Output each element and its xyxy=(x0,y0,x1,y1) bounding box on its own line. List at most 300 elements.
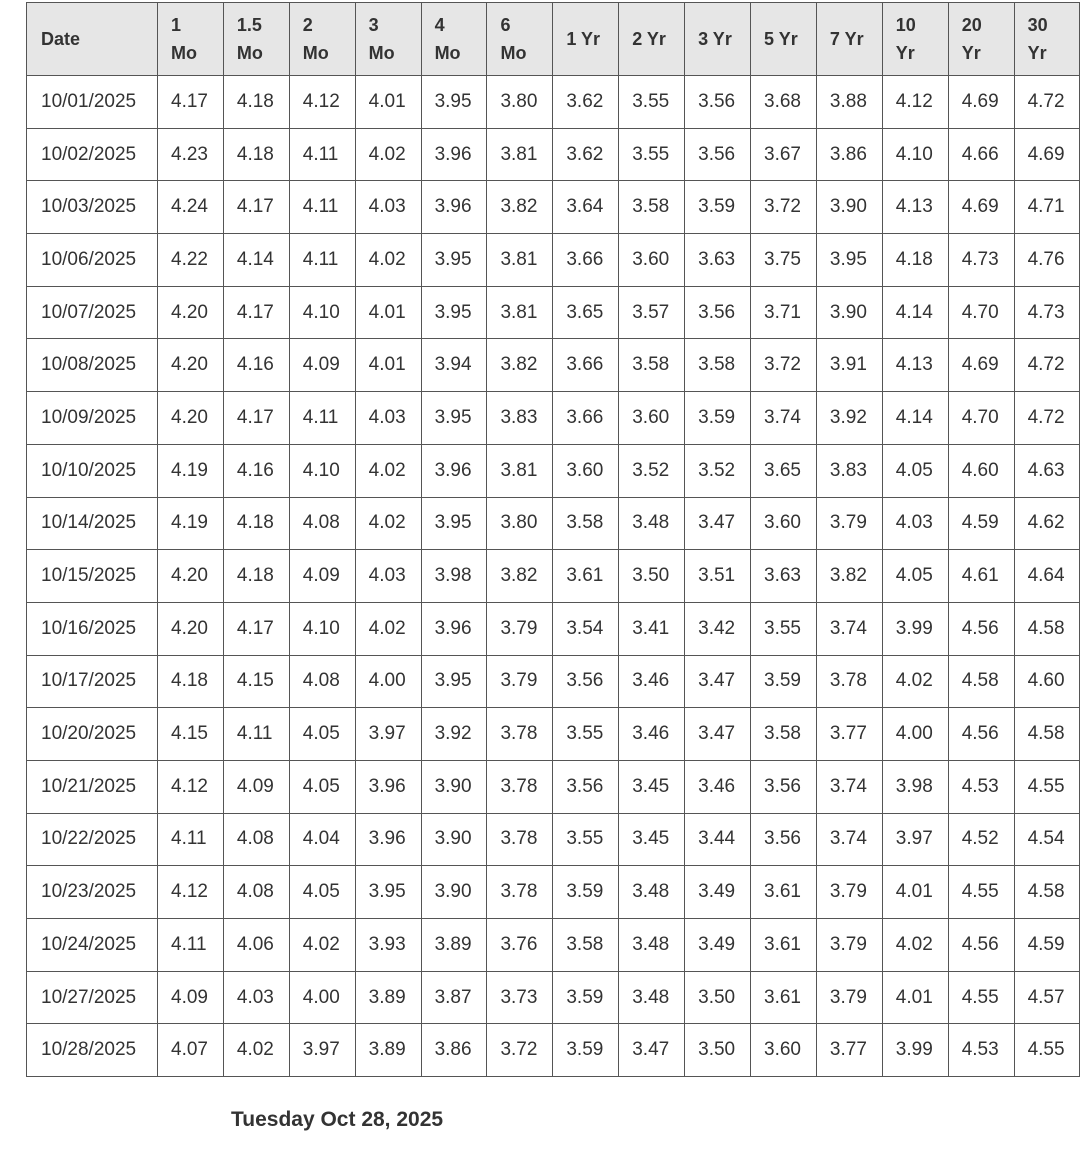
rate-cell: 3.54 xyxy=(553,602,619,655)
rate-cell: 3.65 xyxy=(553,286,619,339)
rate-cell: 3.82 xyxy=(816,550,882,603)
rate-cell: 4.00 xyxy=(355,655,421,708)
header-line-term: 1 xyxy=(171,15,182,35)
header-line-term: 10 xyxy=(895,15,916,35)
rate-cell: 4.20 xyxy=(158,550,224,603)
rate-cell: 3.96 xyxy=(421,181,487,234)
rate-cell: 3.81 xyxy=(487,234,553,287)
rate-cell: 4.56 xyxy=(948,708,1014,761)
rate-cell: 3.95 xyxy=(421,286,487,339)
rate-cell: 4.57 xyxy=(1014,971,1080,1024)
rate-cell: 4.11 xyxy=(289,234,355,287)
rate-cell: 3.71 xyxy=(751,286,817,339)
rate-cell: 4.55 xyxy=(1014,1024,1080,1077)
header-line-unit: Yr xyxy=(961,43,981,63)
rate-cell: 3.58 xyxy=(751,708,817,761)
rate-cell: 3.90 xyxy=(421,760,487,813)
date-cell: 10/24/2025 xyxy=(27,919,158,972)
date-cell: 10/23/2025 xyxy=(27,866,158,919)
rate-cell: 3.79 xyxy=(816,866,882,919)
rate-cell: 3.49 xyxy=(685,919,751,972)
rate-cell: 3.91 xyxy=(816,339,882,392)
header-line-term: 20 xyxy=(961,15,982,35)
rate-cell: 3.56 xyxy=(751,760,817,813)
rate-cell: 3.96 xyxy=(421,444,487,497)
rate-cell: 3.46 xyxy=(685,760,751,813)
rate-cell: 3.90 xyxy=(421,866,487,919)
rate-cell: 3.48 xyxy=(619,971,685,1024)
rate-cell: 3.98 xyxy=(421,550,487,603)
rate-cell: 3.42 xyxy=(685,602,751,655)
rate-cell: 4.70 xyxy=(948,286,1014,339)
rate-cell: 4.07 xyxy=(158,1024,224,1077)
rate-cell: 4.11 xyxy=(158,919,224,972)
rate-cell: 4.72 xyxy=(1014,339,1080,392)
rate-cell: 4.05 xyxy=(882,550,948,603)
rate-cell: 3.74 xyxy=(816,813,882,866)
column-header-maturity xyxy=(158,3,224,76)
table-row xyxy=(27,813,1080,866)
treasury-rates-table xyxy=(26,2,1080,1077)
rate-cell: 3.50 xyxy=(685,971,751,1024)
rate-cell: 4.56 xyxy=(948,602,1014,655)
rate-cell: 4.05 xyxy=(289,866,355,919)
rate-cell: 3.95 xyxy=(421,392,487,445)
rate-cell: 4.66 xyxy=(948,128,1014,181)
table-row xyxy=(27,234,1080,287)
rate-cell: 4.09 xyxy=(158,971,224,1024)
table-row xyxy=(27,286,1080,339)
rate-cell: 3.95 xyxy=(816,234,882,287)
rate-cell: 3.78 xyxy=(816,655,882,708)
header-line-term: 30 xyxy=(1027,15,1048,35)
column-header-maturity xyxy=(948,3,1014,76)
table-row xyxy=(27,708,1080,761)
column-header-maturity: 5 Yr xyxy=(751,3,817,76)
rate-cell: 3.45 xyxy=(619,813,685,866)
table-row xyxy=(27,919,1080,972)
rate-cell: 4.55 xyxy=(1014,760,1080,813)
header-line-term: 3 xyxy=(368,15,379,35)
date-cell: 10/14/2025 xyxy=(27,497,158,550)
rate-cell: 4.53 xyxy=(948,1024,1014,1077)
rate-cell: 3.90 xyxy=(816,286,882,339)
rate-cell: 4.19 xyxy=(158,497,224,550)
rate-cell: 4.18 xyxy=(223,497,289,550)
rate-cell: 3.78 xyxy=(487,813,553,866)
rate-cell: 3.95 xyxy=(421,497,487,550)
rate-cell: 4.08 xyxy=(289,655,355,708)
rate-cell: 3.41 xyxy=(619,602,685,655)
rate-cell: 4.02 xyxy=(289,919,355,972)
rate-cell: 4.10 xyxy=(289,286,355,339)
rate-cell: 4.01 xyxy=(355,76,421,129)
rate-cell: 3.60 xyxy=(619,234,685,287)
date-cell: 10/03/2025 xyxy=(27,181,158,234)
rate-cell: 3.47 xyxy=(685,497,751,550)
rate-cell: 3.92 xyxy=(816,392,882,445)
rate-cell: 4.73 xyxy=(948,234,1014,287)
rate-cell: 3.65 xyxy=(751,444,817,497)
rate-cell: 4.18 xyxy=(882,234,948,287)
rate-cell: 4.03 xyxy=(355,392,421,445)
rate-cell: 4.10 xyxy=(882,128,948,181)
rate-cell: 3.61 xyxy=(751,866,817,919)
rate-cell: 4.18 xyxy=(223,550,289,603)
rate-cell: 3.63 xyxy=(751,550,817,603)
rate-cell: 3.56 xyxy=(553,655,619,708)
rate-cell: 3.59 xyxy=(553,866,619,919)
rate-cell: 3.60 xyxy=(751,1024,817,1077)
rate-cell: 4.59 xyxy=(1014,919,1080,972)
column-header-maturity: 2 Yr xyxy=(619,3,685,76)
rate-cell: 3.77 xyxy=(816,1024,882,1077)
date-cell: 10/08/2025 xyxy=(27,339,158,392)
rate-cell: 3.97 xyxy=(355,708,421,761)
column-header-maturity xyxy=(1014,3,1080,76)
rate-cell: 3.49 xyxy=(685,866,751,919)
rate-cell: 3.52 xyxy=(619,444,685,497)
rate-cell: 4.69 xyxy=(948,76,1014,129)
rate-cell: 3.60 xyxy=(751,497,817,550)
rate-cell: 4.17 xyxy=(223,181,289,234)
rate-cell: 4.02 xyxy=(355,497,421,550)
rate-cell: 3.82 xyxy=(487,550,553,603)
rate-cell: 3.52 xyxy=(685,444,751,497)
table-row xyxy=(27,971,1080,1024)
rate-cell: 4.72 xyxy=(1014,392,1080,445)
rate-cell: 4.69 xyxy=(948,181,1014,234)
rate-cell: 3.58 xyxy=(685,339,751,392)
rate-cell: 3.57 xyxy=(619,286,685,339)
column-header-maturity xyxy=(355,3,421,76)
rate-cell: 3.86 xyxy=(816,128,882,181)
rate-cell: 3.61 xyxy=(553,550,619,603)
rate-cell: 3.77 xyxy=(816,708,882,761)
rate-cell: 3.66 xyxy=(553,392,619,445)
rate-cell: 4.54 xyxy=(1014,813,1080,866)
rate-cell: 4.03 xyxy=(355,181,421,234)
rate-cell: 3.82 xyxy=(487,181,553,234)
rate-cell: 3.92 xyxy=(421,708,487,761)
date-cell: 10/28/2025 xyxy=(27,1024,158,1077)
rate-cell: 3.78 xyxy=(487,760,553,813)
header-line-unit: Mo xyxy=(368,43,395,63)
rate-cell: 3.55 xyxy=(553,813,619,866)
rate-cell: 3.72 xyxy=(487,1024,553,1077)
rate-cell: 4.02 xyxy=(882,655,948,708)
rate-cell: 4.04 xyxy=(289,813,355,866)
rate-cell: 3.58 xyxy=(553,919,619,972)
rate-cell: 4.02 xyxy=(223,1024,289,1077)
rate-cell: 3.94 xyxy=(421,339,487,392)
table-row xyxy=(27,444,1080,497)
rate-cell: 4.11 xyxy=(289,392,355,445)
table-row xyxy=(27,76,1080,129)
rate-cell: 3.48 xyxy=(619,497,685,550)
footer-date-label: Tuesday Oct 28, 2025 xyxy=(231,1108,444,1131)
rate-cell: 3.95 xyxy=(421,234,487,287)
rate-cell: 3.86 xyxy=(421,1024,487,1077)
date-cell: 10/22/2025 xyxy=(27,813,158,866)
header-line-unit: Yr xyxy=(895,43,915,63)
rate-cell: 4.14 xyxy=(882,392,948,445)
rate-cell: 4.73 xyxy=(1014,286,1080,339)
rate-cell: 4.69 xyxy=(1014,128,1080,181)
column-header-maturity xyxy=(882,3,948,76)
rate-cell: 4.02 xyxy=(355,602,421,655)
header-line-term: 2 xyxy=(302,15,313,35)
rate-cell: 4.05 xyxy=(289,760,355,813)
rate-cell: 3.63 xyxy=(685,234,751,287)
header-line-term: 1.5 xyxy=(236,15,262,35)
rate-cell: 4.58 xyxy=(948,655,1014,708)
rate-cell: 4.18 xyxy=(158,655,224,708)
rate-cell: 3.79 xyxy=(816,971,882,1024)
rate-cell: 4.13 xyxy=(882,181,948,234)
rate-cell: 3.51 xyxy=(685,550,751,603)
rate-cell: 4.17 xyxy=(223,392,289,445)
rate-cell: 3.48 xyxy=(619,919,685,972)
rate-cell: 3.99 xyxy=(882,602,948,655)
rate-cell: 3.68 xyxy=(751,76,817,129)
rate-cell: 4.12 xyxy=(158,866,224,919)
rate-cell: 3.55 xyxy=(751,602,817,655)
table-row xyxy=(27,760,1080,813)
date-cell: 10/21/2025 xyxy=(27,760,158,813)
rate-cell: 4.00 xyxy=(882,708,948,761)
rate-cell: 3.93 xyxy=(355,919,421,972)
rate-cell: 4.06 xyxy=(223,919,289,972)
rate-cell: 3.89 xyxy=(421,919,487,972)
rate-cell: 4.58 xyxy=(1014,708,1080,761)
rate-cell: 4.08 xyxy=(289,497,355,550)
rate-cell: 4.62 xyxy=(1014,497,1080,550)
rate-cell: 3.73 xyxy=(487,971,553,1024)
rate-cell: 4.17 xyxy=(223,602,289,655)
rate-cell: 4.00 xyxy=(289,971,355,1024)
rate-cell: 3.60 xyxy=(553,444,619,497)
rate-cell: 4.16 xyxy=(223,339,289,392)
table-row xyxy=(27,392,1080,445)
rate-cell: 4.70 xyxy=(948,392,1014,445)
rate-cell: 4.10 xyxy=(289,444,355,497)
rate-cell: 3.59 xyxy=(553,1024,619,1077)
rate-cell: 4.22 xyxy=(158,234,224,287)
header-line-unit: Mo xyxy=(302,43,329,63)
rate-cell: 3.67 xyxy=(751,128,817,181)
rate-cell: 3.79 xyxy=(487,602,553,655)
rate-cell: 3.64 xyxy=(553,181,619,234)
rate-cell: 3.61 xyxy=(751,971,817,1024)
rate-cell: 4.12 xyxy=(882,76,948,129)
rate-cell: 4.58 xyxy=(1014,602,1080,655)
rate-cell: 3.56 xyxy=(685,286,751,339)
date-cell: 10/17/2025 xyxy=(27,655,158,708)
rate-cell: 3.96 xyxy=(355,760,421,813)
date-cell: 10/20/2025 xyxy=(27,708,158,761)
rate-cell: 4.59 xyxy=(948,497,1014,550)
date-cell: 10/09/2025 xyxy=(27,392,158,445)
rate-cell: 4.12 xyxy=(289,76,355,129)
rate-cell: 4.72 xyxy=(1014,76,1080,129)
rate-cell: 3.60 xyxy=(619,392,685,445)
rate-cell: 4.09 xyxy=(289,550,355,603)
date-cell: 10/01/2025 xyxy=(27,76,158,129)
rate-cell: 4.20 xyxy=(158,392,224,445)
rate-cell: 4.03 xyxy=(223,971,289,1024)
rate-cell: 4.64 xyxy=(1014,550,1080,603)
rate-cell: 4.55 xyxy=(948,971,1014,1024)
column-header-maturity xyxy=(289,3,355,76)
rate-cell: 3.78 xyxy=(487,866,553,919)
rate-cell: 3.44 xyxy=(685,813,751,866)
rate-cell: 3.50 xyxy=(619,550,685,603)
rate-cell: 4.11 xyxy=(289,181,355,234)
rate-cell: 4.58 xyxy=(1014,866,1080,919)
rate-cell: 4.52 xyxy=(948,813,1014,866)
date-cell: 10/07/2025 xyxy=(27,286,158,339)
table-row xyxy=(27,550,1080,603)
rate-cell: 3.59 xyxy=(553,971,619,1024)
rate-cell: 3.90 xyxy=(421,813,487,866)
rate-cell: 3.96 xyxy=(421,602,487,655)
table-row xyxy=(27,866,1080,919)
rate-cell: 4.01 xyxy=(355,339,421,392)
table-row xyxy=(27,497,1080,550)
date-cell: 10/10/2025 xyxy=(27,444,158,497)
rate-cell: 4.02 xyxy=(355,444,421,497)
rate-cell: 4.63 xyxy=(1014,444,1080,497)
rate-cell: 3.87 xyxy=(421,971,487,1024)
table-row xyxy=(27,128,1080,181)
rate-cell: 4.69 xyxy=(948,339,1014,392)
date-cell: 10/27/2025 xyxy=(27,971,158,1024)
rate-cell: 3.59 xyxy=(751,655,817,708)
rate-cell: 4.17 xyxy=(223,286,289,339)
rate-cell: 4.12 xyxy=(158,760,224,813)
header-line-term: 4 xyxy=(434,15,445,35)
rate-cell: 3.79 xyxy=(816,497,882,550)
rate-cell: 4.20 xyxy=(158,286,224,339)
rate-cell: 4.08 xyxy=(223,813,289,866)
rate-cell: 3.75 xyxy=(751,234,817,287)
table-row xyxy=(27,181,1080,234)
rate-cell: 3.80 xyxy=(487,76,553,129)
rate-cell: 4.61 xyxy=(948,550,1014,603)
rate-cell: 3.88 xyxy=(816,76,882,129)
header-line-unit: Mo xyxy=(171,43,197,63)
rate-cell: 4.10 xyxy=(289,602,355,655)
rate-cell: 4.20 xyxy=(158,339,224,392)
header-line-unit: Mo xyxy=(500,43,527,63)
rate-cell: 3.74 xyxy=(816,602,882,655)
rate-cell: 3.56 xyxy=(751,813,817,866)
rate-cell: 4.01 xyxy=(882,971,948,1024)
rate-cell: 3.58 xyxy=(619,181,685,234)
rate-cell: 4.71 xyxy=(1014,181,1080,234)
rate-cell: 4.01 xyxy=(882,866,948,919)
rate-cell: 3.90 xyxy=(816,181,882,234)
header-line-term: 6 xyxy=(500,15,511,35)
rate-cell: 3.50 xyxy=(685,1024,751,1077)
rate-cell: 3.74 xyxy=(751,392,817,445)
rate-cell: 3.78 xyxy=(487,708,553,761)
rate-cell: 4.02 xyxy=(355,234,421,287)
table-row xyxy=(27,1024,1080,1077)
rate-cell: 4.15 xyxy=(223,655,289,708)
rate-cell: 4.19 xyxy=(158,444,224,497)
rate-cell: 4.18 xyxy=(223,128,289,181)
rate-cell: 4.11 xyxy=(223,708,289,761)
rate-cell: 4.17 xyxy=(158,76,224,129)
rate-cell: 3.95 xyxy=(421,76,487,129)
rate-cell: 4.11 xyxy=(158,813,224,866)
rate-cell: 4.05 xyxy=(882,444,948,497)
rate-cell: 3.48 xyxy=(619,866,685,919)
rate-cell: 4.14 xyxy=(882,286,948,339)
column-header-maturity xyxy=(223,3,289,76)
rate-cell: 3.82 xyxy=(487,339,553,392)
rate-cell: 4.15 xyxy=(158,708,224,761)
date-cell: 10/06/2025 xyxy=(27,234,158,287)
rate-cell: 4.09 xyxy=(289,339,355,392)
rate-cell: 3.56 xyxy=(685,128,751,181)
rate-cell: 3.55 xyxy=(553,708,619,761)
rate-cell: 3.76 xyxy=(487,919,553,972)
rate-cell: 4.16 xyxy=(223,444,289,497)
rate-cell: 3.74 xyxy=(816,760,882,813)
table-row xyxy=(27,602,1080,655)
rate-cell: 3.81 xyxy=(487,444,553,497)
rate-cell: 3.55 xyxy=(619,76,685,129)
date-cell: 10/02/2025 xyxy=(27,128,158,181)
rate-cell: 3.58 xyxy=(619,339,685,392)
rate-cell: 3.56 xyxy=(685,76,751,129)
table-header xyxy=(27,3,1080,76)
rate-cell: 3.83 xyxy=(487,392,553,445)
column-header-maturity xyxy=(487,3,553,76)
rate-cell: 3.96 xyxy=(355,813,421,866)
column-header-maturity: 1 Yr xyxy=(553,3,619,76)
column-header-maturity: 3 Yr xyxy=(685,3,751,76)
date-cell: 10/15/2025 xyxy=(27,550,158,603)
rate-cell: 3.61 xyxy=(751,919,817,972)
rate-cell: 3.62 xyxy=(553,76,619,129)
rate-cell: 4.14 xyxy=(223,234,289,287)
rate-cell: 3.72 xyxy=(751,181,817,234)
table-body xyxy=(27,76,1080,1077)
header-row xyxy=(27,3,1080,76)
rate-cell: 4.56 xyxy=(948,919,1014,972)
rate-cell: 3.62 xyxy=(553,128,619,181)
rate-cell: 3.59 xyxy=(685,392,751,445)
rate-cell: 3.59 xyxy=(685,181,751,234)
rate-cell: 3.46 xyxy=(619,655,685,708)
rate-cell: 3.80 xyxy=(487,497,553,550)
rate-cell: 4.09 xyxy=(223,760,289,813)
rate-cell: 3.97 xyxy=(289,1024,355,1077)
rate-cell: 4.24 xyxy=(158,181,224,234)
rate-cell: 3.98 xyxy=(882,760,948,813)
rate-cell: 3.47 xyxy=(685,708,751,761)
rate-cell: 3.47 xyxy=(685,655,751,708)
rate-cell: 3.72 xyxy=(751,339,817,392)
header-line-unit: Mo xyxy=(236,43,263,63)
table-row xyxy=(27,655,1080,708)
rate-cell: 3.95 xyxy=(355,866,421,919)
rate-cell: 4.60 xyxy=(1014,655,1080,708)
